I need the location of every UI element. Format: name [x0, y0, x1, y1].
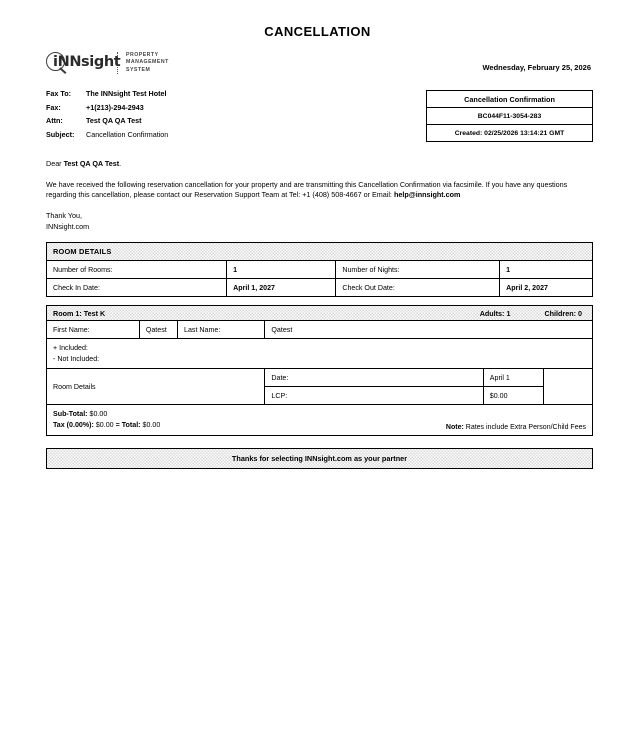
subtotal-label: Sub-Total:: [53, 410, 88, 418]
logo-tagline-line-2: MANAGEMENT: [126, 59, 169, 66]
number-of-rooms-value: 1: [227, 261, 336, 279]
innsight-logo: [46, 51, 169, 75]
tax-total-line: [53, 420, 160, 431]
fax-number-row: [46, 103, 168, 112]
check-in-date-value: April 1, 2027: [227, 279, 336, 297]
stay-date-label: Date:: [265, 369, 483, 387]
letter-paragraph: [46, 180, 593, 200]
adults-label: Adults:: [479, 308, 505, 318]
closing-site: INNsight.com: [46, 221, 90, 231]
tax-label: Tax (0.00%):: [53, 421, 94, 429]
subtotal-line: [53, 409, 160, 420]
table-row: [47, 339, 593, 369]
check-out-date-value: April 2, 2027: [500, 279, 593, 297]
closing-line: Thank You,: [46, 211, 82, 220]
rate-plan-value: $0.00: [483, 387, 543, 405]
check-out-date-label: Check Out Date:: [336, 279, 500, 297]
stay-date-value: April 1: [483, 369, 543, 387]
last-name-value: Qatest: [265, 321, 593, 339]
included-label: + Included:: [53, 344, 88, 352]
salutation-name: Test QA QA Test: [63, 159, 120, 168]
adults-field: [480, 309, 511, 318]
rate-extra-cell: [543, 369, 592, 405]
total-value: $0.00: [142, 421, 161, 429]
rate-plan-label: LCP:: [265, 387, 483, 405]
confirmation-box: [426, 90, 593, 142]
letter-paragraph-text: We have received the following reservation cancellation for your property and are transmitting this Cancellation Confirmation via facsimile. If you have any questions regarding this cancellation, please contact our Reservation Support Team at Tel: +1 (408) 508-4667 or Email:: [46, 180, 568, 199]
fax-header-block: [46, 89, 168, 143]
number-of-nights-label: Number of Nights:: [336, 261, 500, 279]
logo-leading-letter: i: [53, 54, 58, 70]
letter-body: [0, 143, 635, 232]
page-title: CANCELLATION: [264, 24, 371, 39]
footer-banner: Thanks for selecting INNsight.com as your partner: [46, 448, 593, 469]
confirmation-heading: Cancellation Confirmation: [427, 91, 592, 108]
footer-banner-wrap: [0, 436, 635, 469]
subject-label: Subject:: [46, 129, 75, 139]
document-header: [0, 39, 635, 75]
fax-to-row: [46, 89, 168, 98]
number-of-rooms-label: Number of Rooms:: [47, 261, 227, 279]
room-block-table-wrap: [0, 297, 635, 436]
adults-value: 1: [506, 308, 511, 318]
equals-sign: =: [115, 421, 120, 429]
logo-word-rest: NNsight: [57, 54, 121, 70]
totals-left: [53, 409, 160, 431]
logo-tagline-line-1: PROPERTY: [126, 52, 159, 59]
check-in-date-label: Check In Date:: [47, 279, 227, 297]
salutation: [46, 159, 593, 169]
room-header-cell: [47, 306, 593, 321]
room-details-table: [46, 242, 593, 297]
logo-wordmark: [53, 54, 120, 70]
attn-value: Test QA QA Test: [86, 116, 142, 125]
number-of-nights-value: 1: [500, 261, 593, 279]
fax-to-value: The INNsight Test Hotel: [86, 89, 167, 98]
children-value: 0: [578, 308, 582, 318]
first-name-label: First Name:: [47, 321, 140, 339]
meta-area: [0, 75, 635, 143]
subject-value: Cancellation Confirmation: [86, 129, 169, 139]
confirmation-created: Created: 02/25/2026 13:14:21 GMT: [454, 129, 565, 137]
fax-number-value: +1(213)-294-2943: [86, 102, 144, 112]
attn-label: Attn:: [46, 116, 63, 125]
last-name-label: Last Name:: [178, 321, 265, 339]
inclusions-cell: [47, 339, 593, 369]
fax-to-label: Fax To:: [46, 89, 72, 98]
table-row: [47, 321, 593, 339]
logo-mark: [46, 51, 121, 75]
room-block-table: [46, 305, 593, 436]
document-date: Wednesday, February 25, 2026: [482, 63, 591, 72]
children-label: Children:: [544, 308, 576, 318]
note-text: Rates include Extra Person/Child Fees: [465, 424, 586, 431]
logo-tagline: [126, 52, 169, 74]
children-field: [544, 309, 582, 318]
letter-closing: [46, 211, 593, 232]
tax-value: $0.00: [95, 421, 114, 429]
salutation-suffix: .: [119, 159, 122, 168]
support-email: help@innsight.com: [393, 190, 461, 199]
first-name-value: Qatest: [139, 321, 177, 339]
room-details-label: Room Details: [47, 369, 265, 405]
logo-tagline-line-3: SYSTEM: [126, 66, 151, 73]
total-label: Total:: [121, 421, 141, 429]
room-details-section-title: ROOM DETAILS: [47, 243, 593, 261]
table-row: [47, 405, 593, 436]
totals-cell: [47, 405, 593, 436]
confirmation-number: BC044F11-3054-283: [427, 108, 592, 125]
room-details-table-wrap: [0, 232, 635, 297]
subject-row: [46, 130, 168, 139]
salutation-prefix: Dear: [46, 159, 64, 168]
not-included-label: - Not Included:: [53, 354, 100, 363]
subtotal-value: $0.00: [89, 410, 108, 418]
rates-note: [446, 424, 586, 431]
table-row: [47, 261, 593, 279]
table-row: [47, 306, 593, 321]
table-row: [47, 279, 593, 297]
fax-label: Fax:: [46, 102, 61, 112]
table-row: [47, 369, 593, 387]
attn-row: [46, 116, 168, 125]
table-row: [47, 243, 593, 261]
note-label: Note:: [445, 424, 464, 431]
room-header-title: Room 1: Test K: [53, 308, 106, 318]
